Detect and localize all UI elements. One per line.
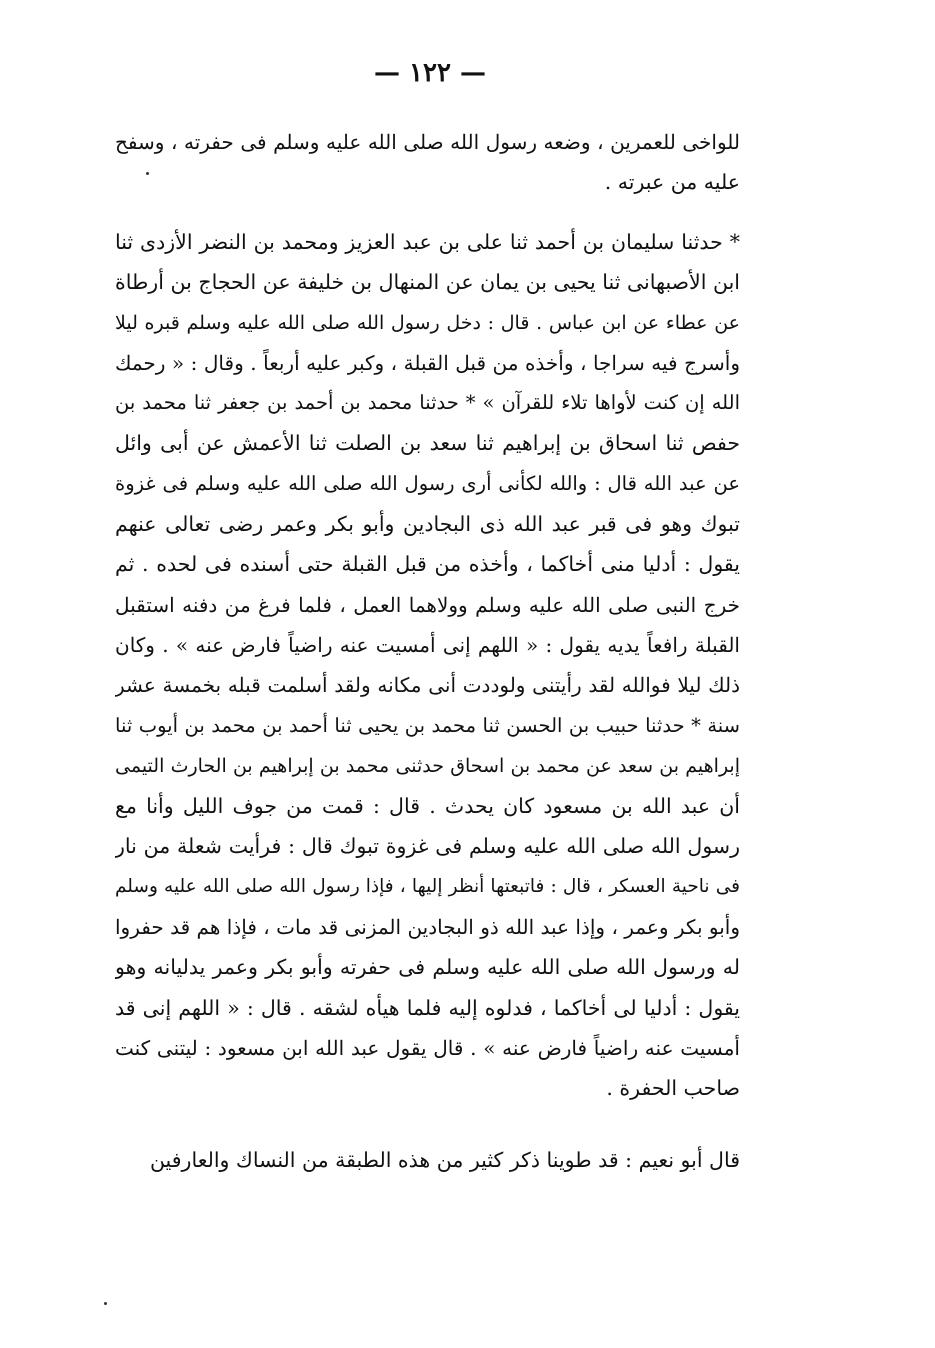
text-line: ذلك ليلا فوالله لقد رأيتنى ولوددت أنى مكانه ولقد أسلمت قبله بخمسة عشر bbox=[115, 673, 740, 698]
text-line: الله إن كنت لأواها تلاء للقرآن » * حدثنا محمد بن أحمد بن جعفر ثنا محمد بن bbox=[115, 391, 740, 415]
text-line: وأسرج فيه سراجا ، وأخذه من قبل القبلة ، وكبر عليه أربعاً . وقال : « رحمك bbox=[115, 350, 740, 375]
text-line: له ورسول الله صلى الله عليه وسلم فى حفرته وأبو بكر وعمر يدليانه وهو bbox=[115, 955, 740, 980]
paragraph-1 bbox=[115, 122, 740, 203]
text-line: يقول : أدليا منى أخاكما ، وأخذه من قبل القبلة حتى أسنده فى لحده . ثم bbox=[115, 552, 740, 577]
text-line: عن عطاء عن ابن عباس . قال : دخل رسول الله صلى الله عليه وسلم قبره ليلا bbox=[115, 311, 740, 334]
text-line: إبراهيم بن سعد عن محمد بن اسحاق حدثنى محمد بن إبراهيم بن الحارث التيمى bbox=[115, 754, 740, 777]
text-line: قال أبو نعيم : قد طوينا ذكر كثير من هذه الطبقة من النساك والعارفين bbox=[149, 1148, 740, 1172]
text-line: خرج النبى صلى الله عليه وسلم وولاهما العمل ، فلما فرغ من دفنه استقبل bbox=[115, 592, 740, 617]
paragraph-2 bbox=[115, 222, 740, 1109]
text-line: ابن الأصبهانى ثنا يحيى بن يمان عن المنهال بن خليفة عن الحجاج بن أرطاة bbox=[115, 270, 740, 295]
print-speck bbox=[146, 172, 149, 175]
text-line: رسول الله صلى الله عليه وسلم فى غزوة تبوك قال : فرأيت شعلة من نار bbox=[115, 834, 740, 859]
paragraph-3 bbox=[115, 1140, 740, 1180]
text-line: يقول : أدليا لى أخاكما ، فدلوه إليه فلما هيأه لشقه . قال : « اللهم إنى قد bbox=[115, 995, 740, 1020]
text-line: للواخى للعمرين ، وضعه رسول الله صلى الله عليه وسلم فى حفرته ، وسفح bbox=[115, 130, 740, 154]
text-line: تبوك وهو فى قبر عبد الله ذى البجادين وأبو بكر وعمر رضى تعالى عنهم bbox=[115, 512, 740, 537]
print-speck bbox=[104, 1302, 107, 1305]
text-line: القبلة رافعاً يديه يقول : « اللهم إنى أمسيت عنه راضياً فارض عنه » . وكان bbox=[115, 632, 740, 657]
text-line: حفص ثنا اسحاق بن إبراهيم ثنا سعد بن الصلت ثنا الأعمش عن أبى وائل bbox=[115, 431, 740, 456]
text-line: فى ناحية العسكر ، قال : فاتبعتها أنظر إليها ، فإذا رسول الله صلى الله عليه وسلم bbox=[115, 875, 740, 897]
text-line: وأبو بكر وعمر ، وإذا عبد الله ذو البجادين المزنى قد مات ، فإذا هم قد حفروا bbox=[115, 915, 740, 940]
text-line: صاحب الحفرة . bbox=[606, 1076, 740, 1101]
text-line: * حدثنا سليمان بن أحمد ثنا على بن عبد العزيز ومحمد بن النضر الأزدى ثنا bbox=[115, 230, 740, 254]
text-line: أمسيت عنه راضياً فارض عنه » . قال يقول عبد الله ابن مسعود : ليتنى كنت bbox=[115, 1035, 740, 1060]
page-number: — ١٢٢ — bbox=[373, 58, 487, 88]
text-line: عليه من عبرته . bbox=[604, 170, 740, 195]
text-line: عن عبد الله قال : والله لكأنى أرى رسول الله صلى الله عليه وسلم فى غزوة bbox=[115, 471, 740, 495]
text-line: سنة * حدثنا حبيب بن الحسن ثنا محمد بن يحيى ثنا أحمد بن محمد بن أيوب ثنا bbox=[115, 713, 740, 737]
text-line: أن عبد الله بن مسعود كان يحدث . قال : قمت من جوف الليل وأنا مع bbox=[115, 794, 740, 819]
